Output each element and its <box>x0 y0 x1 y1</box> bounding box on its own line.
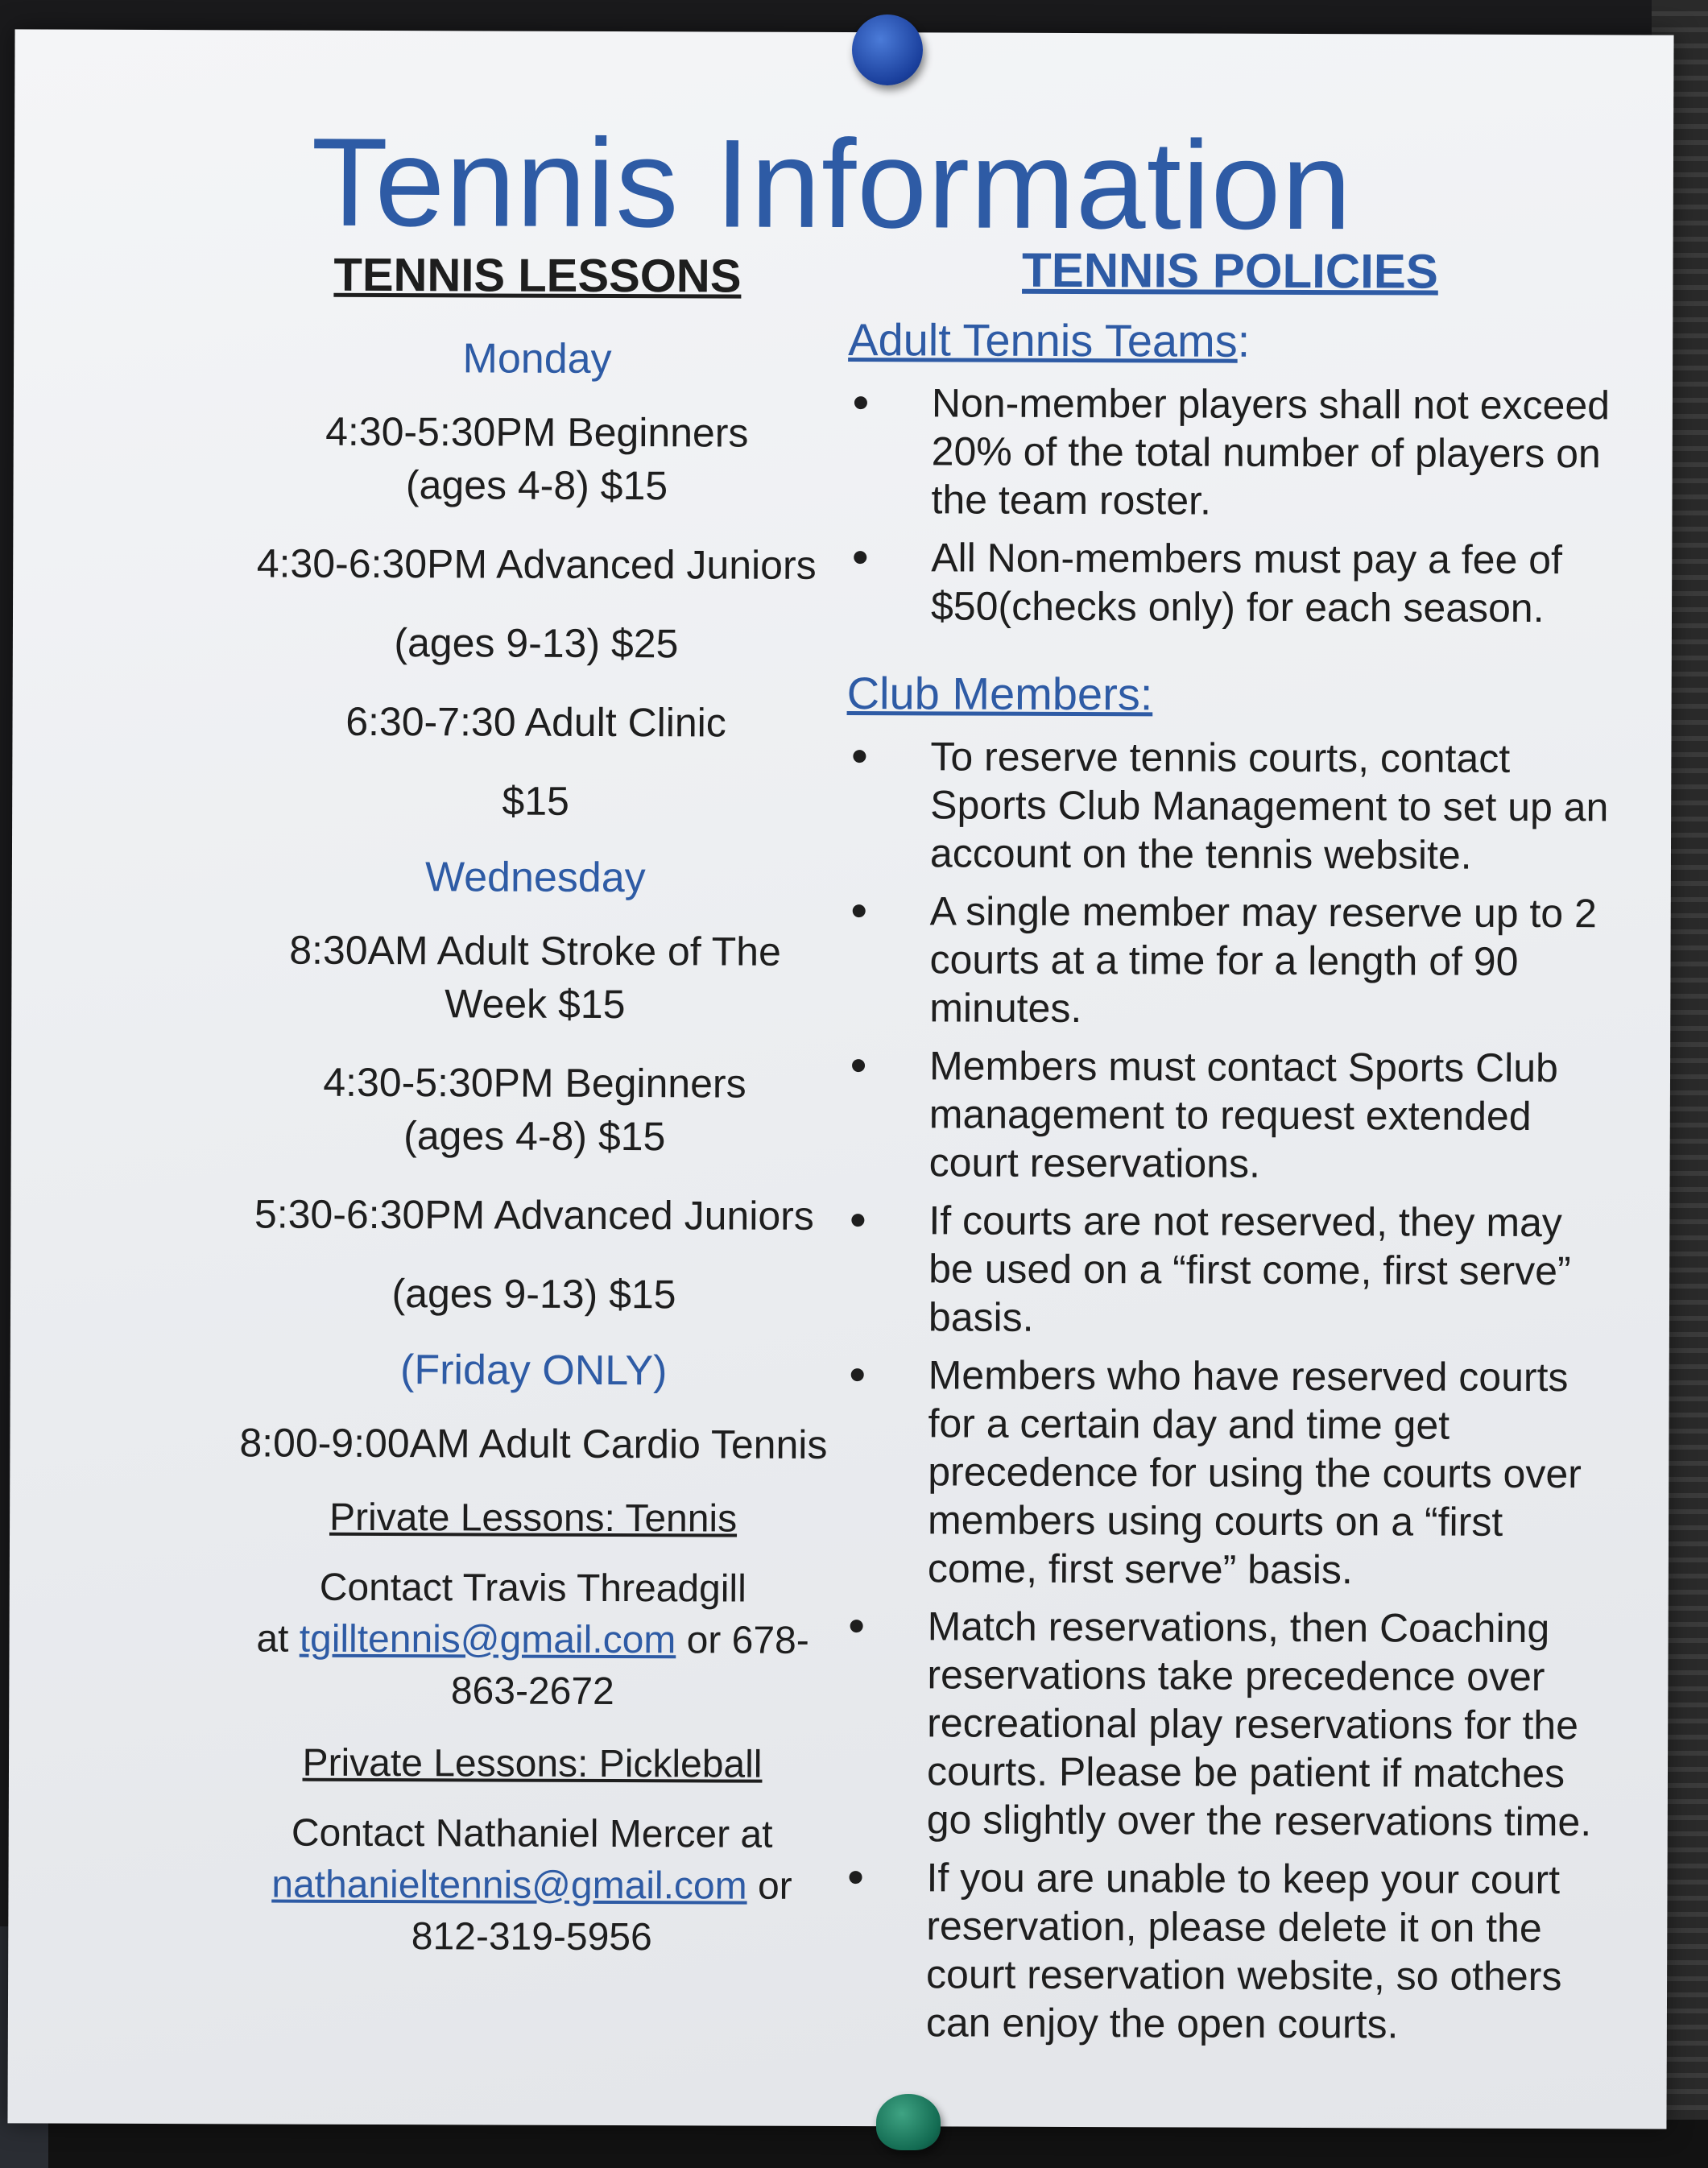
club-members-list <box>837 732 1615 2049</box>
lesson-line: (ages 4-8) $15 <box>405 462 668 509</box>
contact-line <box>186 1613 879 1667</box>
bullet-icon <box>850 1871 862 1884</box>
page-title: Tennis Information <box>311 112 1353 257</box>
phone-number: 863-2672 <box>450 1669 614 1714</box>
bullet-icon <box>850 1620 863 1632</box>
private-lessons-tennis-contact <box>186 1562 879 1719</box>
policy-text: Members who have reserved courts for a certain day and time get precedence for using the courts over members using courts on a “first come, first serve” basis. <box>927 1352 1582 1593</box>
lesson-line: 5:30-6:30PM Advanced Juniors <box>254 1191 814 1239</box>
list-item <box>838 1602 1612 1846</box>
lessons-heading: TENNIS LESSONS <box>333 248 742 303</box>
contact-prefix: at <box>256 1617 289 1661</box>
lesson-entry <box>189 694 882 750</box>
lesson-line: 4:30-6:30PM Advanced Juniors <box>256 540 817 588</box>
day-label-wednesday: Wednesday <box>424 854 646 902</box>
lesson-line: 8:30AM Adult Stroke of The <box>289 927 781 974</box>
list-item <box>841 887 1615 1034</box>
phone-number: 812-319-5956 <box>411 1915 652 1959</box>
bullet-icon <box>854 551 866 564</box>
list-item <box>841 1041 1615 1189</box>
push-pin-icon <box>876 2094 941 2150</box>
lesson-entry <box>188 923 881 1032</box>
contact-suffix: or <box>757 1864 792 1908</box>
club-members-heading-text: Club Members: <box>846 668 1153 720</box>
lesson-entry <box>187 1416 879 1471</box>
adult-teams-heading <box>848 313 1616 368</box>
list-item <box>842 732 1615 879</box>
lesson-line: 4:30-5:30PM Beginners <box>325 408 749 456</box>
list-item <box>839 1351 1613 1595</box>
bullet-icon <box>853 750 866 763</box>
lesson-line: (ages 9-13) $25 <box>394 620 679 667</box>
policy-text: To reserve tennis courts, contact Sports Club Management to set up an account on the tennis website. <box>929 734 1609 878</box>
list-item <box>842 379 1616 526</box>
lesson-line: (ages 4-8) $15 <box>403 1113 666 1160</box>
lesson-line: 4:30-5:30PM Beginners <box>323 1059 746 1107</box>
policy-text: Match reservations, then Coaching reservations take precedence over recreational play reservations for the courts. Please be patient if matches go slightly over the reservations time. <box>926 1603 1592 1845</box>
lesson-line: Week $15 <box>445 981 626 1028</box>
policies-column <box>837 242 1617 2086</box>
lesson-entry <box>190 615 883 671</box>
policy-text: Members must contact Sports Club management to request extended court reservations. <box>928 1043 1558 1186</box>
private-lessons-pickleball-contact <box>185 1807 879 1964</box>
bullet-icon <box>852 1059 865 1072</box>
policy-text: If courts are not reserved, they may be used on a “first come, first serve” basis. <box>928 1198 1571 1340</box>
email-link-travis[interactable]: tgilltennis@gmail.com <box>299 1617 676 1662</box>
private-lessons-tennis-heading: Private Lessons: Tennis <box>329 1496 738 1541</box>
lesson-entry <box>189 773 882 829</box>
lesson-entry <box>190 536 883 592</box>
list-item <box>840 1196 1614 1343</box>
lesson-entry <box>188 1187 880 1243</box>
list-item <box>842 533 1615 632</box>
day-label-friday: (Friday ONLY) <box>399 1347 668 1395</box>
list-item <box>837 1853 1611 2049</box>
club-members-heading <box>847 667 1615 722</box>
push-pin-icon <box>852 14 923 85</box>
bullet-icon <box>851 1368 864 1381</box>
policy-text: If you are unable to keep your court reservation, please delete it on the court reservation website, so others can enjoy the open courts. <box>925 1855 1562 2047</box>
lesson-line: 8:00-9:00AM Adult Cardio Tennis <box>239 1420 828 1467</box>
adult-teams-list <box>842 379 1616 632</box>
policy-text: All Non-members must pay a fee of $50(checks only) for each season. <box>930 535 1563 631</box>
lesson-line: 6:30-7:30 Adult Clinic <box>345 698 726 746</box>
adult-teams-heading-colon: : <box>1237 315 1251 366</box>
lesson-line: $15 <box>502 778 570 824</box>
bullet-icon <box>854 396 867 409</box>
contact-line <box>185 1859 878 1913</box>
flyer-sheet <box>7 29 1673 2129</box>
contact-line: Contact Nathaniel Mercer at <box>291 1811 773 1856</box>
contact-suffix: or 678- <box>686 1619 809 1662</box>
private-lessons-pickleball-heading: Private Lessons: Pickleball <box>302 1741 763 1786</box>
bullet-icon <box>851 1214 864 1227</box>
lessons-column <box>185 247 883 1980</box>
contact-line: Contact Travis Threadgill <box>319 1566 746 1611</box>
lesson-entry <box>190 404 883 513</box>
adult-teams-heading-text: Adult Tennis Teams <box>848 314 1238 366</box>
policy-text: A single member may reserve up to 2 courts at a time for a length of 90 minutes. <box>929 888 1597 1032</box>
bullet-icon <box>853 904 866 917</box>
email-link-nathaniel[interactable]: nathanieltennis@gmail.com <box>271 1863 747 1908</box>
lesson-entry <box>188 1266 880 1322</box>
lesson-line: (ages 9-13) $15 <box>391 1271 676 1318</box>
policies-heading: TENNIS POLICIES <box>1022 242 1438 299</box>
lesson-entry <box>188 1055 881 1164</box>
day-label-monday: Monday <box>462 335 612 383</box>
policy-text: Non-member players shall not exceed 20% of the total number of players on the team roster. <box>931 380 1611 523</box>
